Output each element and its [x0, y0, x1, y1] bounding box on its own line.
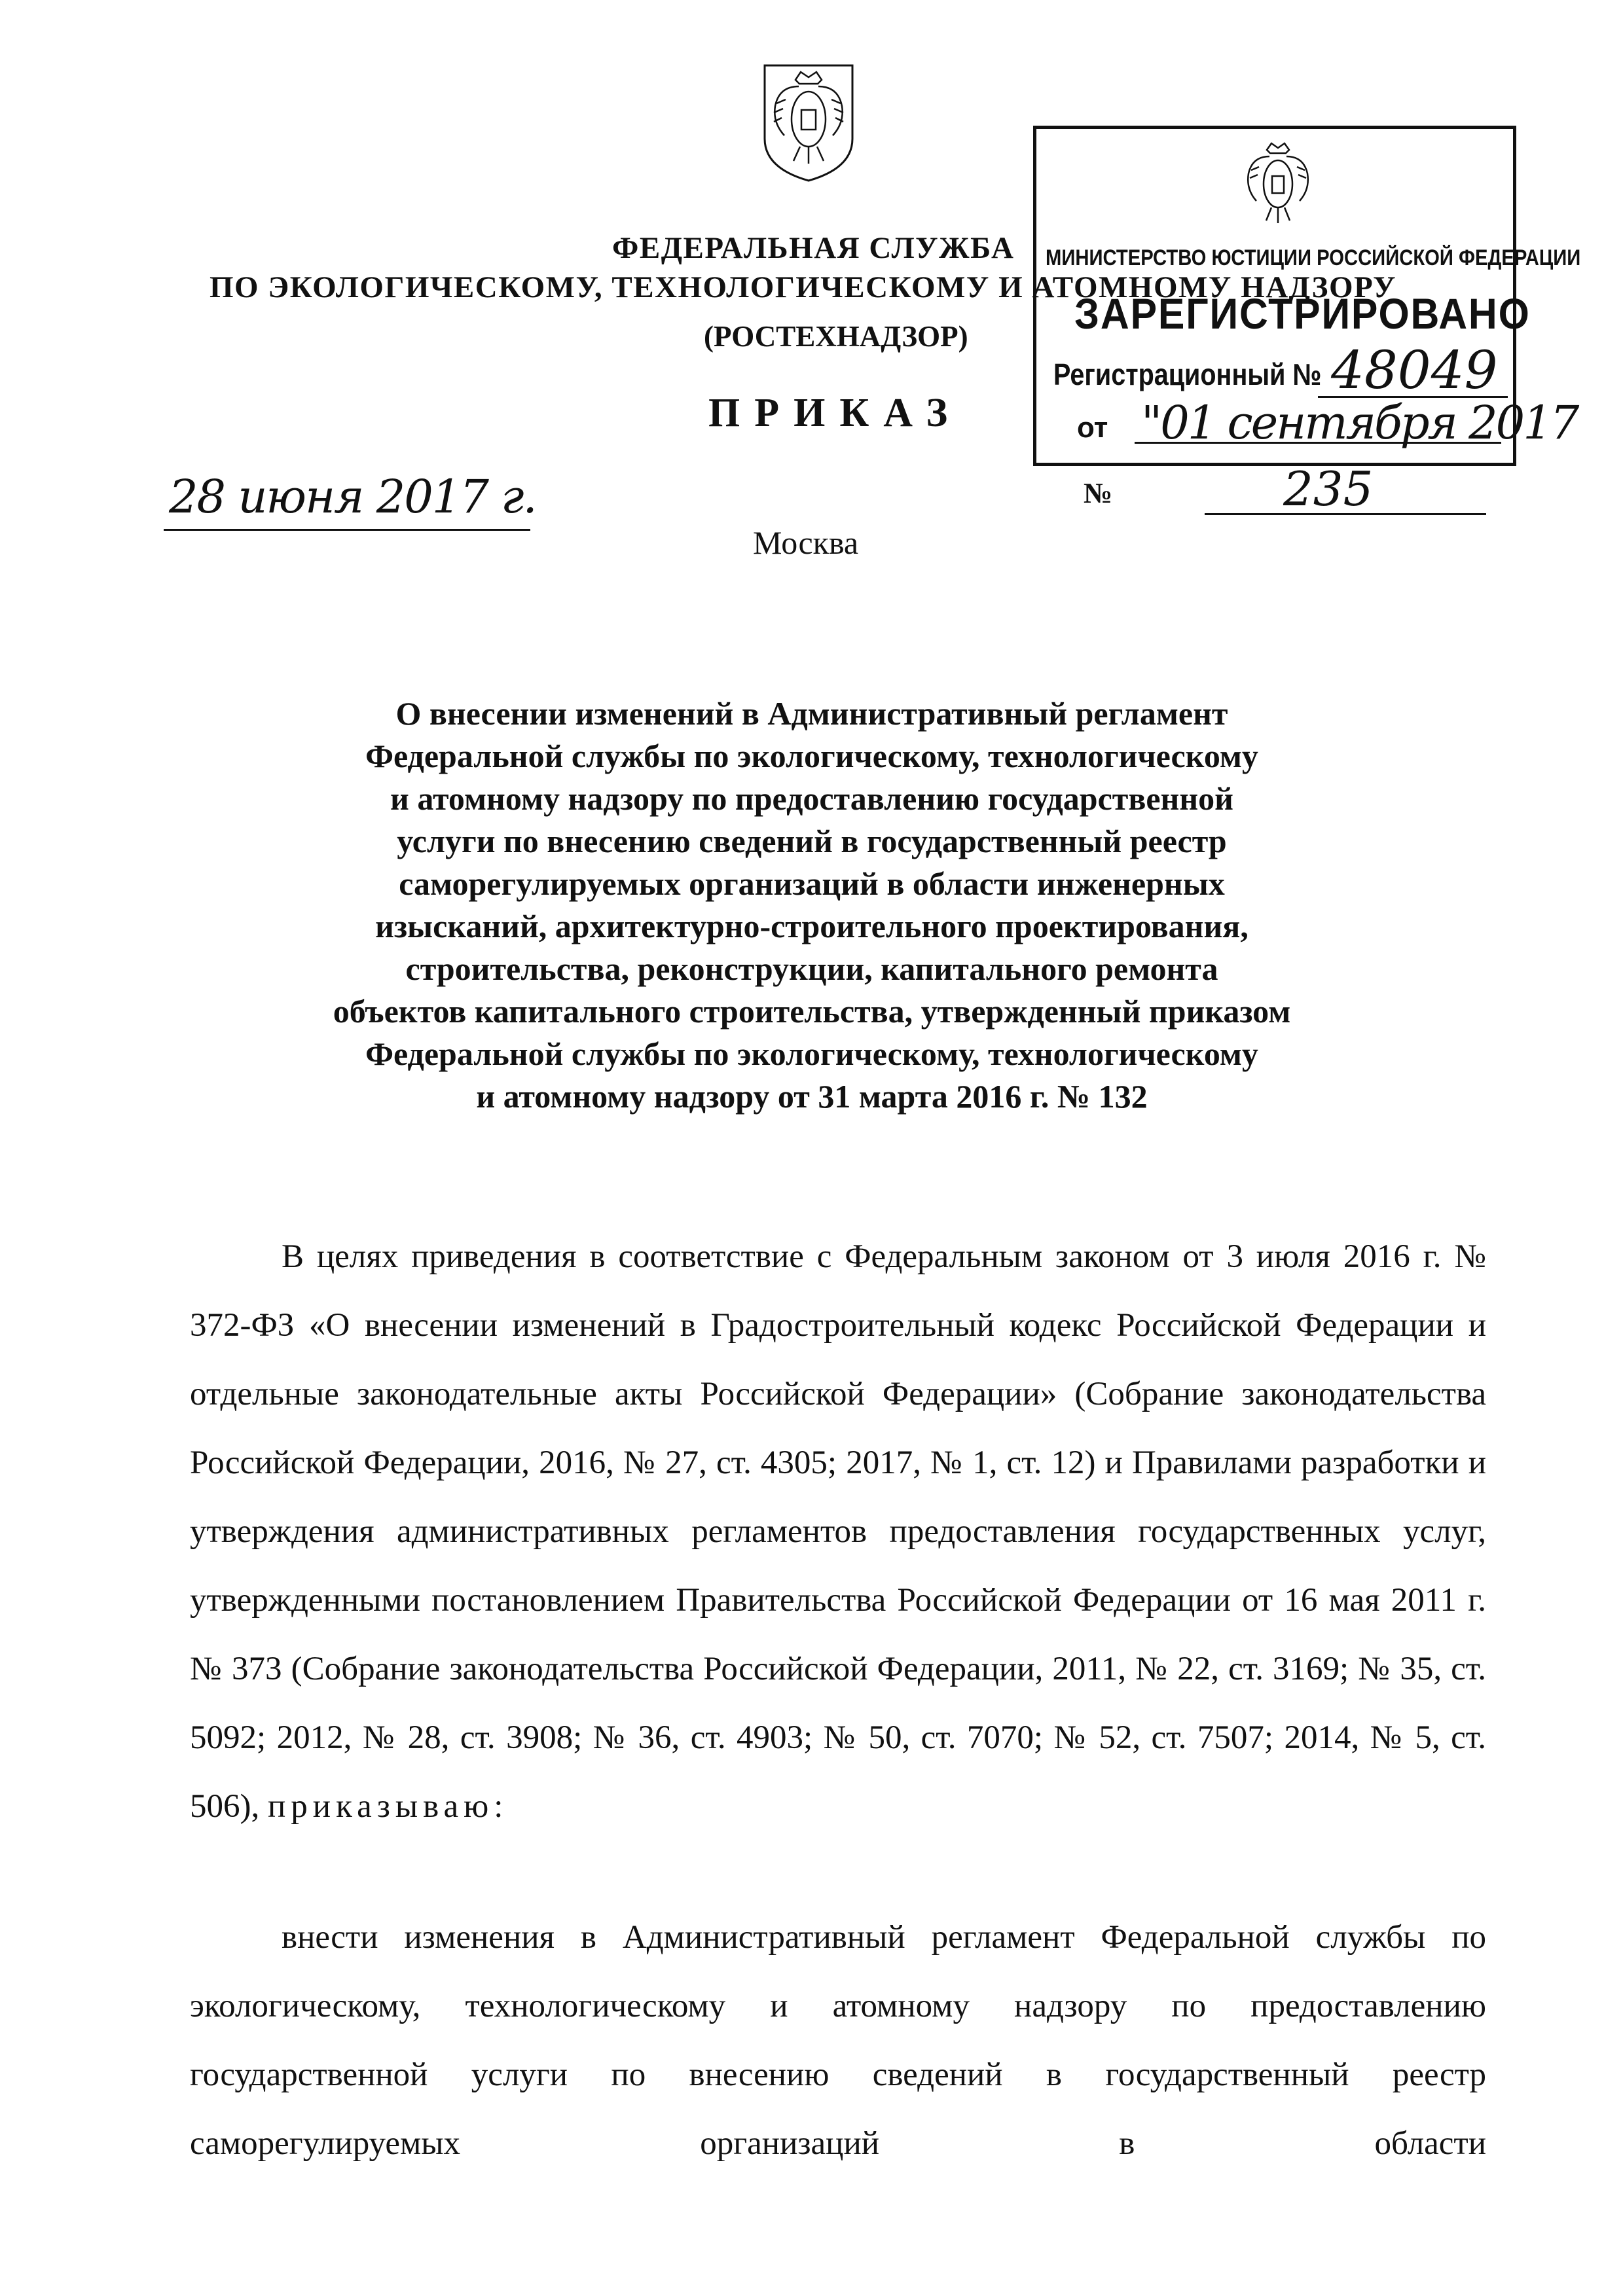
- stamp-date-underline: [1135, 442, 1501, 444]
- title-line: О внесении изменений в Административный регламент: [395, 695, 1228, 732]
- body-paragraph-2: внести изменения в Административный регламент Федеральной службы по экологическому, технологическому и атомному надзору по предоставлению государственной услуги по внесению сведений в государственный реестр саморегулируемых организаций в области: [190, 1919, 1486, 2162]
- body-paragraph-1: [190, 1223, 1486, 1841]
- order-date: 28 июня 2017 г.: [169, 470, 536, 524]
- title-line: саморегулируемых организаций в области инженерных: [399, 865, 1225, 902]
- document-title: [236, 692, 1388, 1118]
- stamp-ministry-name: МИНИСТЕРСТВО ЮСТИЦИИ РОССИЙСКОЙ ФЕДЕРАЦИИ: [1046, 245, 1581, 270]
- order-number-underline: [1205, 513, 1486, 515]
- stamp-registration-label: Регистрационный №: [1053, 357, 1322, 391]
- stamp-registered-label: ЗАРЕГИСТРИРОВАНО: [1074, 289, 1531, 338]
- stamp-from-label: от: [1077, 412, 1108, 444]
- title-line: Федеральной службы по экологическому, технологическому: [365, 738, 1258, 774]
- order-city: Москва: [753, 524, 859, 561]
- order-date-underline: [164, 529, 530, 531]
- title-line: Федеральной службы по экологическому, технологическому: [365, 1035, 1258, 1072]
- order-number-label: №: [1084, 477, 1113, 509]
- paragraph-1-text: В целях приведения в соответствие с Федеральным законом от 3 июля 2016 г. № 372-ФЗ «О внесении изменений в Градостроительный кодекс Российской Федерации и отдельные законодательные акты Российской Федерации» (Собрание законодательства Российской Федерации, 2016, № 27, ст. 4305; 2017, № 1, ст. 12) и Правилами разработки и утверждения административных регламентов предоставления государственных услуг, утвержденными постановлением Правительства Российской Федерации от 16 мая 2011 г. № 373 (Собрание законодательства Российской Федерации, 2011, № 22, ст. 3169; № 35, ст. 5092; 2012, № 28, ст. 3908; № 36, ст. 4903; № 50, ст. 7070; № 52, ст. 7507; 2014, № 5, ст. 506),: [190, 1238, 1486, 1825]
- stamp-registration-date: "01 сентября 2017: [1141, 396, 1578, 450]
- title-line: изысканий, архитектурно-строительного проектирования,: [375, 908, 1249, 944]
- agency-short-name: (РОСТЕХНАДЗОР): [704, 320, 968, 353]
- title-line: и атомному надзору от 31 марта 2016 г. № 132: [476, 1078, 1148, 1115]
- order-number: 235: [1283, 461, 1374, 516]
- agency-name-line2: ПО ЭКОЛОГИЧЕСКОМУ, ТЕХНОЛОГИЧЕСКОМУ И АТОМНОМУ НАДЗОРУ: [210, 270, 1397, 304]
- registration-stamp: [1033, 126, 1581, 466]
- title-line: и атомному надзору по предоставлению государственной: [390, 780, 1233, 817]
- stamp-emblem-icon: [1239, 137, 1317, 235]
- stamp-registration-number: 48049: [1331, 340, 1498, 401]
- title-line: строительства, реконструкции, капитального ремонта: [405, 950, 1218, 987]
- title-line: объектов капитального строительства, утвержденный приказом: [333, 993, 1291, 1030]
- state-emblem-icon: [759, 60, 858, 185]
- order-heading: ПРИКАЗ: [708, 391, 962, 435]
- agency-name-line1: ФЕДЕРАЛЬНАЯ СЛУЖБА: [612, 231, 1015, 265]
- title-line: услуги по внесению сведений в государственный реестр: [397, 823, 1227, 859]
- order-verb: приказываю:: [267, 1788, 509, 1825]
